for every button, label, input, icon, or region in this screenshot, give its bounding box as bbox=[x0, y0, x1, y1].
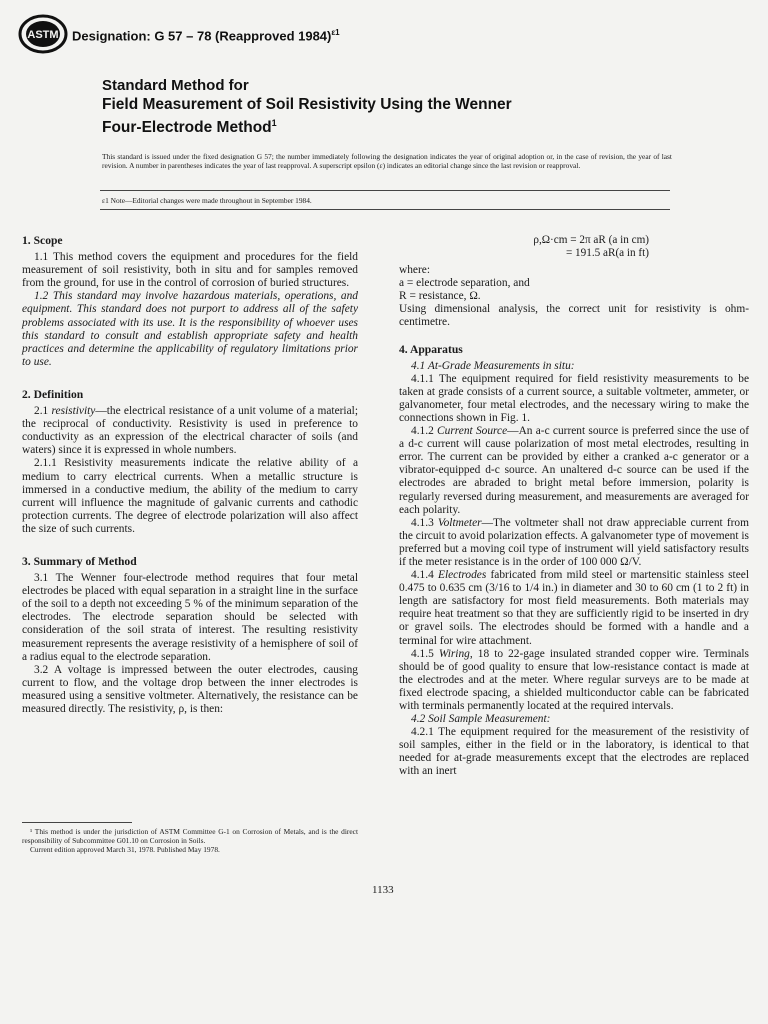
logo-text: ASTM bbox=[27, 29, 59, 41]
designation: Designation: G 57 – 78 (Reapproved 1984)$^{\varepsilon 1}$ bbox=[72, 27, 340, 44]
section-heading-definition: 2. Definition bbox=[22, 387, 84, 401]
paragraph-2-1: 2.1 resistivity—the electrical resistance of a unit volume of a material; the reciprocal of conductivity. Resistivity is used in preference to conductivity as an expression of the electrical character of soils (and waters) since it is expressed in whole numbers. bbox=[22, 405, 358, 457]
title-line-2: Field Measurement of Soil Resistivity Using the Wenner bbox=[102, 96, 512, 113]
equation-line-1: ρ,Ω·cm = 2π aR (a in cm) bbox=[533, 234, 649, 246]
paragraph-2-1-1: 2.1.1 Resistivity measurements indicate the relative ability of a medium to carry electrical currents. When a metallic structure is immersed in a conductive medium, the ability of the medium to carry current will influence the magnitude of galvanic currents and cathodic protection currents. The degree of electrode polarization will also affect the size of such currents. bbox=[22, 457, 358, 535]
paragraph-4-1: 4.1 At-Grade Measurements in situ: bbox=[411, 359, 575, 372]
footnote-rule bbox=[22, 822, 132, 823]
document-title bbox=[102, 76, 702, 137]
footnotes bbox=[22, 822, 358, 854]
paragraph-1-2: 1.2 This standard may involve hazardous materials, operations, and equipment. This standard does not purport to address all of the safety problems associated with its use. It is the responsibility of whoever uses this standard to consult and establish appropriate safety and health practices and determine the applicability of regulatory limitations prior to use. bbox=[22, 290, 358, 368]
paragraph-4-1-3: 4.1.3 Voltmeter—The voltmeter shall not draw appreciable current from the circuit to avoid polarization effects. A galvanometer type of movement is preferred but a moving coil type of instrument will yield satisfactory results if the meter resistance is in the order of 100 000 Ω/V. bbox=[399, 516, 749, 568]
title-line-1: Standard Method for bbox=[102, 77, 249, 94]
section-heading-apparatus: 4. Apparatus bbox=[399, 343, 463, 357]
title-line-3: Four-Electrode Method$^1$ bbox=[102, 118, 277, 137]
equation-line-2: = 191.5 aR(a in ft) bbox=[565, 247, 649, 259]
paragraph-4-1-2: 4.1.2 Current Source—An a-c current source is preferred since the use of a d-c current will cause polarization of most metal electrodes, resulting in error. The current can be provided by either a cranked a-c generator or a vibrator-equipped d-c source. An unaltered d-c source can be used if the electrodes are abraded to bright metal before immersion, polarity is regularly reversed during measurement, and measurements are averaged for each polarity. bbox=[399, 425, 749, 516]
paragraph-4-2-1: 4.2.1 The equipment required for the measurement of the resistivity of soil samples, either in the field or in the laboratory, is identical to that needed for at-grade measurements except that the electrodes are replaced with an inert bbox=[399, 726, 749, 778]
paragraph-4-2: 4.2 Soil Sample Measurement: bbox=[411, 713, 551, 726]
footnote-1: ¹ This method is under the jurisdiction of ASTM Committee G-1 on Corrosion of Metals, and is the direct responsibility of Subcommittee G01.10 on Corrosion in Soils. bbox=[22, 827, 358, 845]
paragraph-3-2: 3.2 A voltage is impressed between the outer electrodes, causing current to flow, and the voltage drop between the inner electrodes is measured using a sensitive voltmeter. Alternatively, the resistance can be measured directly. The resistivity, ρ, is then: bbox=[22, 663, 358, 715]
header bbox=[18, 14, 340, 54]
paragraph-4-1-4: 4.1.4 Electrodes fabricated from mild steel or martensitic stainless steel 0.475 to 0.635 cm (3/16 to 1/4 in.) in diameter and 30 to 60 cm (1 to 2 ft) in length are satisfactory for most field measurements. Both materials may require heat treatment so that they are sufficiently rigid to be inserted in dry or gravel soils. The electrodes should be formed with a handle and a terminal for wire attachment. bbox=[399, 569, 749, 647]
epsilon-mark: ε1 bbox=[331, 27, 340, 37]
divider bbox=[100, 190, 670, 191]
paragraph-3-1: 3.1 The Wenner four-electrode method requires that four metal electrodes be placed with equal separation in a straight line in the surface of the soil to a depth not exceeding 5 % of the minimum separation of the electrodes. The electrode separation should be selected with consideration of the soil strata of interest. The resulting resistivity measurement represents the average resistivity of a hemisphere of soil of a radius equal to the electrode separation. bbox=[22, 572, 358, 663]
astm-logo-icon bbox=[18, 14, 68, 54]
issuance-notice: This standard is issued under the fixed designation G 57; the number immediately following the designation indicates the year of original adoption or, in the case of revision, the year of last revision. A number in parentheses indicates the year of last reapproval. A superscript epsilon (ε) indicates an editorial change since the last revision or reapproval. bbox=[102, 152, 672, 171]
edition-note: Current edition approved March 31, 1978. Published May 1978. bbox=[30, 845, 220, 854]
where-label: where: bbox=[399, 264, 430, 276]
paragraph-1-1: 1.1 This method covers the equipment and procedures for the field measurement of soil resistivity, both in situ and for samples removed from the ground, for use in the control of corrosion of buried structures. bbox=[22, 251, 358, 290]
definition-r: R = resistance, Ω. bbox=[399, 290, 481, 303]
section-heading-scope: 1. Scope bbox=[22, 234, 63, 247]
definition-a: a = electrode separation, and bbox=[399, 277, 530, 290]
left-column bbox=[22, 234, 358, 716]
right-column bbox=[399, 234, 749, 779]
dimensional-analysis: Using dimensional analysis, the correct unit for resistivity is ohm-centimetre. bbox=[399, 303, 749, 329]
divider bbox=[100, 209, 670, 210]
paragraph-4-1-5: 4.1.5 Wiring, 18 to 22-gage insulated stranded copper wire. Terminals should be of good quality to ensure that low-resistance contact is made at the electrodes and at the meter. Where regular surveys are to be made at fixed electrode spacing, a shielded multiconductor cable can be fabricated with terminals permanently located at the required intervals. bbox=[399, 647, 749, 712]
page-number: 1133 bbox=[372, 884, 394, 896]
editorial-note: ε1 Note—Editorial changes were made throughout in September 1984. bbox=[102, 196, 312, 205]
paragraph-4-1-1: 4.1.1 The equipment required for field resistivity measurements to be taken at grade consists of a current source, a suitable voltmeter, ammeter, or galvanometer, four metal electrodes, and the necessary wiring to make the connections shown in Fig. 1. bbox=[399, 372, 749, 424]
section-heading-summary: 3. Summary of Method bbox=[22, 554, 137, 568]
